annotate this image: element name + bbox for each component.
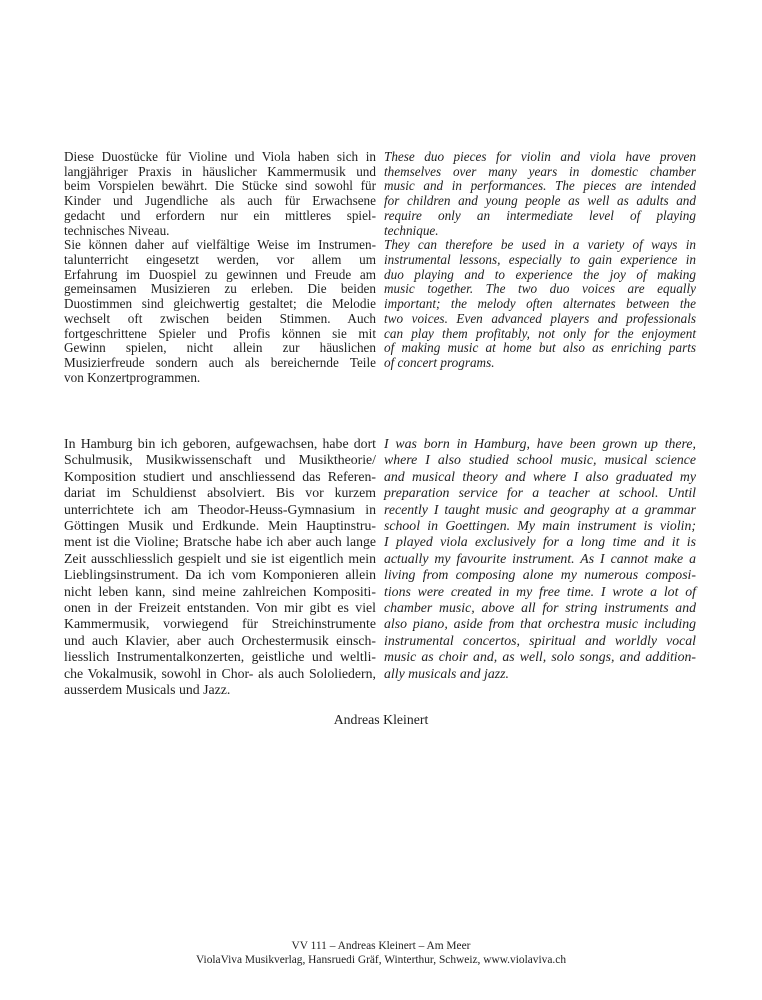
text-line: require only an intermediate level of playing [384, 207, 696, 223]
text-line: Duostimmen sind gleichwertig gestaltet; die Melodie [64, 296, 376, 312]
text-line: beim Vorspielen bewährt. Die Stücke sind sowohl für [64, 178, 376, 194]
biography-english-column [384, 436, 696, 682]
text-line: They can therefore be used in a variety of ways in [384, 237, 696, 253]
text-line: school in Goettingen. My main instrument is violin; [384, 518, 696, 534]
text-line: These duo pieces for violin and viola have proven [384, 149, 696, 164]
text-line: I played viola exclusively for a long time and it is [384, 534, 696, 550]
text-line: dariat im Schuldienst absolviert. Bis vor kurzem [64, 485, 376, 501]
text-line: Diese Duostücke für Violine und Viola haben sich in [64, 149, 376, 164]
text-line: actually my favourite instrument. As I cannot make a [384, 550, 696, 566]
duo-description-german-column [64, 150, 376, 386]
text-line: instrumental lessons, especially to gain experience in [384, 252, 696, 268]
text-line: Göttingen Musik und Erdkunde. Mein Hauptinstru- [64, 518, 376, 534]
text-line: technisches Niveau. [64, 222, 170, 238]
text-line: fortgeschrittene Spieler und Profis können sie mit [64, 325, 376, 341]
text-line: living from composing alone my numerous composi- [384, 567, 696, 583]
text-line: themselves over many years in domestic chamber [384, 163, 696, 179]
text-line: wechselt oft zwischen beiden Stimmen. Auch [64, 310, 376, 326]
text-line: of making music at home but also as enriching parts [384, 340, 696, 356]
text-line: chamber music, above all for string instruments and [384, 600, 696, 616]
text-line: music together. The two duo voices are equally [384, 281, 696, 297]
text-line: two voices. Even advanced players and professionals [384, 310, 696, 326]
text-line: nicht leben kann, sind meine zahlreichen Kompositi- [64, 583, 376, 599]
text-line: liesslich Instrumentalkonzerten, geistliche und weltli- [64, 649, 376, 665]
catalog-number-line: VV 111 – Andreas Kleinert – Am Meer [291, 940, 471, 952]
text-line: onen in der Freizeit entstanden. Von mir gibt es viel [64, 600, 376, 616]
text-line: und auch Klavier, aber auch Orchestermusik einsch- [64, 632, 376, 648]
text-line: where I also studied school music, musical science [384, 452, 696, 468]
duo-description-english-column [384, 150, 696, 371]
text-line: von Konzertprogrammen. [64, 369, 201, 385]
text-line: Kammermusik, vorwiegend für Streichinstrumente [64, 616, 376, 632]
text-line: music as choir and, as well, solo songs, and addition- [384, 649, 696, 665]
text-line: Zeit ausschliesslich gespielt und sie ist eigentlich mein [64, 550, 376, 566]
text-line: can play them profitably, not only for the enjoyment [384, 325, 696, 341]
text-line: Kinder und Jugendliche als auch für Erwachsene [64, 193, 376, 209]
text-line: langjähriger Praxis in häuslicher Kammermusik und [64, 163, 376, 179]
text-line: che Vokalmusik, sowohl in Chor- als auch Sololiedern, [64, 665, 376, 681]
text-line: gedacht und erfordern nur ein mittleres spiel- [64, 207, 376, 223]
text-line: and musical theory and where I also graduated my [384, 468, 696, 484]
text-line: music and in performances. The pieces are intended [384, 178, 696, 194]
text-line: Schulmusik, Musikwissenschaft und Musiktheorie/ [64, 452, 376, 468]
text-line: In Hamburg bin ich geboren, aufgewachsen, habe dort [64, 436, 376, 451]
text-line: Gewinn spielen, nicht allein zur häuslichen [64, 340, 376, 356]
text-line: ment ist die Violine; Bratsche habe ich aber auch lange [64, 534, 376, 550]
text-line: ally musicals and jazz. [384, 665, 509, 681]
text-line: of concert programs. [384, 355, 495, 371]
page-footer [0, 939, 762, 967]
composer-signature: Andreas Kleinert [333, 712, 429, 727]
text-line: Sie können daher auf vielfältige Weise im Instrumen- [64, 237, 376, 253]
text-line: duo playing and to experience the joy of making [384, 266, 696, 282]
text-line: Musizierfreude sondern auch als bereichernde Teile [64, 355, 376, 371]
text-line: also piano, aside from that orchestra music including [384, 616, 696, 632]
text-line: ausserdem Musicals und Jazz. [64, 682, 231, 698]
text-line: Komposition studiert und anschliessend das Referen- [64, 468, 376, 484]
text-line: technique. [384, 222, 439, 238]
text-line: instrumental concertos, spiritual and worldly vocal [384, 632, 696, 648]
text-line: I was born in Hamburg, have been grown up there, [384, 436, 696, 451]
text-line: Lieblingsinstrument. Da ich vom Komponieren allein [64, 567, 376, 583]
text-line: for children and young people as well as adults and [384, 193, 696, 209]
text-line: important; the melody often alternates between the [384, 296, 696, 312]
text-line: unterrichtete ich am Theodor-Heuss-Gymnasium in [64, 501, 376, 517]
text-line: gemeinsamen Musizieren zu erleben. Die beiden [64, 281, 376, 297]
text-line: tions were created in my free time. I wrote a lot of [384, 583, 696, 599]
text-line: Erfahrung im Duospiel zu gewinnen und Freude am [64, 266, 376, 282]
text-line: preparation service for a teacher at school. Until [384, 485, 696, 501]
text-line: recently I taught music and geography at a grammar [384, 501, 696, 517]
publisher-line: ViolaViva Musikverlag, Hansruedi Gräf, Winterthur, Schweiz, www.violaviva.ch [195, 954, 567, 967]
biography-german-column [64, 436, 376, 699]
text-line: talunterricht eingesetzt werden, vor allem um [64, 252, 376, 268]
